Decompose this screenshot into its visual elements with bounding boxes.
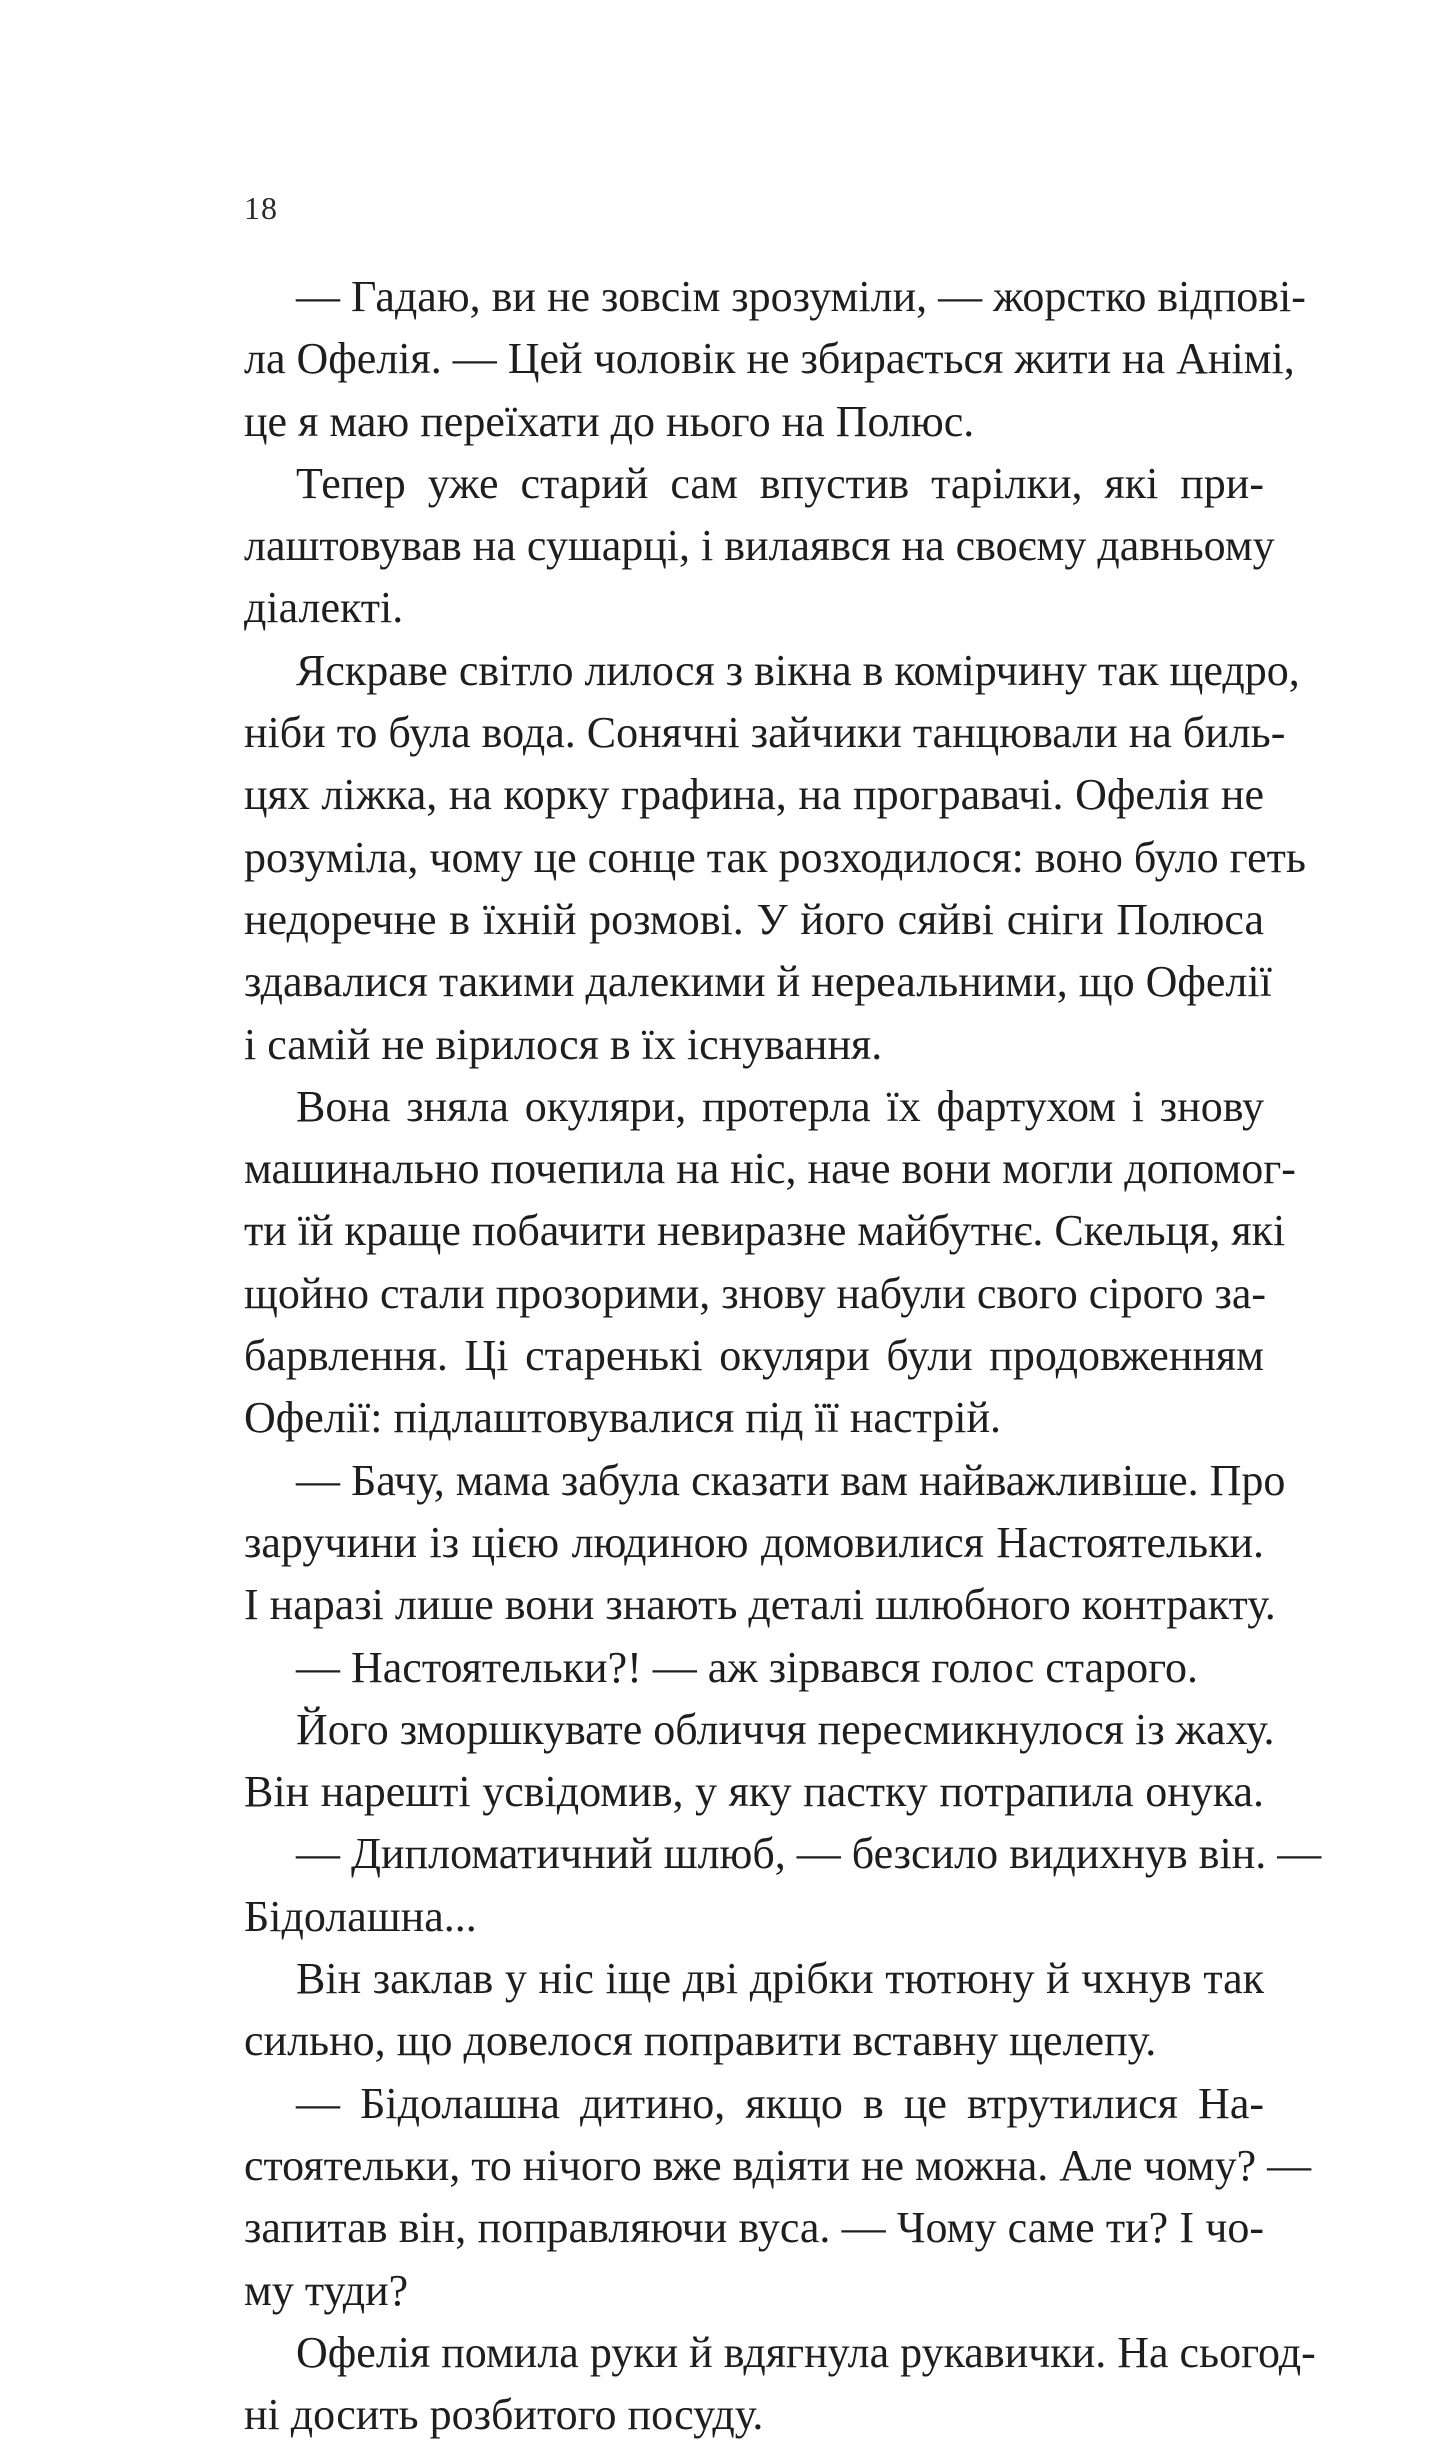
text-line: барвлення. Ці старенькі окуляри були продовженням [244,1331,1264,1381]
text-line: ла Офелія. — Цей чоловік не збирається жити на Анімі, [244,334,1295,384]
text-line: сильно, що довелося поправити вставну щелепу. [244,2016,1157,2066]
text-line: стоятельки, то нічого вже вдіяти не можна. Але чому? — [244,2140,1312,2190]
text-line: Тепер уже старий сам впустив тарілки, які при- [296,458,1264,508]
text-line: ні досить розбитого посуду. [244,2390,764,2440]
text-line: Вона зняла окуляри, протерла їх фартухом і знову [296,1081,1264,1131]
text-line: і самій не вірилося в їх існування. [244,1019,883,1069]
text-line: — Бідолашна дитино, якщо в це втрутилися На- [296,2078,1264,2128]
text-line: І наразі лише вони знають деталі шлюбного контракту. [244,1580,1276,1630]
text-line: Бідолашна... [244,1891,477,1941]
text-line: здавалися такими далекими й нереальними, що Офелії [244,957,1272,1007]
text-line: му туди? [244,2265,409,2315]
text-line: запитав він, поправляючи вуса. — Чому саме ти? І чо- [244,2203,1264,2253]
text-line: цях ліжка, на корку графина, на програвачі. Офелія не [244,770,1264,820]
text-line: — Дипломатичний шлюб, — безсило видихнув він. — [296,1829,1322,1879]
text-line: заручини із цією людиною домовилися Настоятельки. [244,1517,1264,1567]
text-line: — Гадаю, ви не зовсім зрозуміли, — жорстко відпові- [296,272,1306,321]
text-line: щойно стали прозорими, знову набули свого сірого за- [244,1268,1267,1318]
text-line: розуміла, чому це сонце так розходилося: воно було геть [244,832,1306,882]
text-line: — Настоятельки?! — аж зірвався голос старого. [296,1642,1199,1692]
text-line: лаштовував на сушарці, і вилаявся на своєму давньому [244,521,1275,571]
text-line: недоречне в їхній розмові. У його сяйві сніги Полюса [244,894,1264,944]
text-line: ніби то була вода. Сонячні зайчики танцювали на биль- [244,708,1286,758]
text-line: — Бачу, мама забула сказати вам найважливіше. Про [296,1455,1286,1505]
text-line: це я маю переїхати до нього на Полюс. [244,396,975,446]
text-line: Він заклав у ніс іще дві дрібки тютюну й чхнув так [296,1954,1264,2004]
text-line: Офелії: підлаштовувалися під її настрій. [244,1393,1002,1443]
text-line: Яскраве світло лилося з вікна в комірчину так щедро, [296,645,1300,695]
text-line: ти їй краще побачити невиразне майбутнє. Скельця, які [244,1206,1286,1256]
text-line: Він нарешті усвідомив, у яку пастку потрапила онука. [244,1767,1264,1817]
text-line: машинально почепила на ніс, наче вони могли допомог- [244,1144,1296,1194]
body-text [244,266,1322,2446]
text-line: діалекті. [244,583,404,633]
page-number: 18 [244,190,278,226]
text-line: Його зморшкувате обличчя пересмикнулося із жаху. [296,1704,1275,1754]
text-line: Офелія помила руки й вдягнула рукавички. На сьогод- [296,2327,1316,2377]
